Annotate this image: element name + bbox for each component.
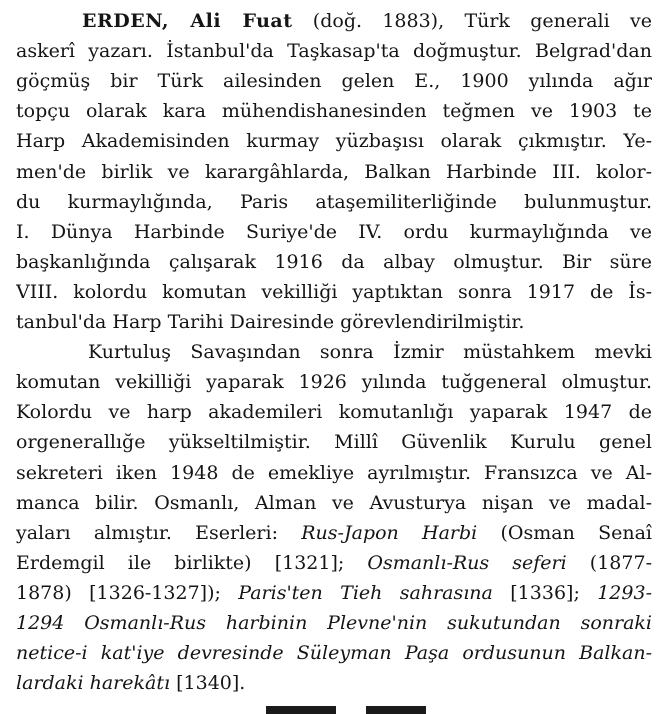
line-text: komutan vekilliği yaparak 1926 yılında tuğgeneral olmuştur.	[16, 371, 652, 394]
work-title-text: Paris'ten Tieh sahrasına	[238, 581, 493, 604]
article-line	[82, 6, 652, 36]
article-line	[16, 518, 652, 548]
article-line	[16, 458, 652, 488]
work-title-text: 1293-	[597, 581, 652, 604]
article-line	[16, 397, 652, 427]
line-text: men'de birlik ve karargâhlarda, Balkan Harbinde III. kolor-	[16, 160, 652, 183]
article-line	[16, 638, 652, 668]
article-line	[16, 157, 652, 187]
work-title-text: lardaki harekâtı	[16, 672, 171, 695]
article-line	[16, 367, 652, 397]
article-line	[16, 187, 652, 217]
line-text: manca bilir. Osmanlı, Alman ve Avusturya nişan ve madal-	[16, 491, 652, 514]
article-line	[16, 247, 652, 277]
article-line	[16, 277, 652, 307]
cut-off-next-line	[366, 706, 426, 714]
line-text: [1340].	[170, 672, 246, 695]
article-line	[16, 66, 652, 96]
cut-off-next-line	[266, 706, 336, 714]
line-text: Erdemgil ile birlikte) [1321];	[16, 551, 368, 574]
line-text: başkanlığında çalışarak 1916 da albay olmuştur. Bir süre	[16, 250, 652, 273]
article-line	[16, 578, 652, 608]
line-text: I. Dünya Harbinde Suriye'de IV. ordu kurmaylığında ve	[16, 220, 652, 243]
article-line	[16, 307, 652, 337]
line-text: du kurmaylığında, Paris ataşemiliterliğinde bulunmuştur.	[16, 190, 652, 213]
article-line	[16, 488, 652, 518]
work-title-text: netice-i kat'iye devresinde Süleyman Paşa ordusunun Balkan-	[16, 642, 652, 665]
line-text: yaları almıştır. Eserleri:	[16, 521, 302, 544]
article-line	[16, 96, 652, 126]
line-text: askerî yazarı. İstanbul'da Taşkasap'ta doğmuştur. Belgrad'dan	[16, 40, 652, 63]
line-text: orgenerallığe yükseltilmiştir. Millî Güvenlik Kurulu genel	[16, 431, 652, 454]
article-line	[16, 217, 652, 247]
line-text: tanbul'da Harp Tarihi Dairesinde görevlendirilmiştir.	[16, 311, 525, 333]
article-line	[88, 337, 652, 367]
line-text: topçu olarak kara mühendishanesinden teğmen ve 1903 te	[16, 100, 652, 123]
line-text: (doğ. 1883), Türk generali ve	[292, 10, 652, 32]
line-text: 1878) [1326-1327]);	[16, 581, 239, 604]
work-title-text: Rus-Japon Harbi	[301, 521, 478, 544]
article-headword: ERDEN, Ali Fuat	[82, 10, 293, 32]
line-text: (1877-	[566, 551, 652, 574]
article-line	[16, 668, 652, 698]
line-text: göçmüş bir Türk ailesinden gelen E., 1900 yılında ağır	[16, 70, 652, 93]
line-text: (Osman Senaî	[477, 521, 652, 544]
article-line	[16, 548, 652, 578]
work-title-text: 1294 Osmanlı-Rus harbinin Plevne'nin sukutundan sonraki	[16, 612, 652, 634]
line-text: Harp Akademisinden kurmay yüzbaşısı olarak çıkmıştır. Ye-	[16, 130, 652, 153]
line-text: Kolordu ve harp akademileri komutanlığı yaparak 1947 de	[16, 401, 652, 424]
article-line	[16, 126, 652, 156]
article-line	[16, 427, 652, 457]
article-line	[16, 608, 652, 638]
line-text: sekreteri iken 1948 de emekliye ayrılmıştır. Fransızca ve Al-	[16, 461, 652, 484]
article-line	[16, 36, 652, 66]
line-text: [1336];	[492, 581, 598, 604]
line-text: Kurtuluş Savaşından sonra İzmir müstahkem mevki	[88, 341, 652, 364]
work-title-text: Osmanlı-Rus seferi	[367, 551, 567, 574]
encyclopedia-article	[16, 0, 652, 714]
line-text: VIII. kolordu komutan vekilliği yaptıktan sonra 1917 de İs-	[16, 280, 652, 303]
